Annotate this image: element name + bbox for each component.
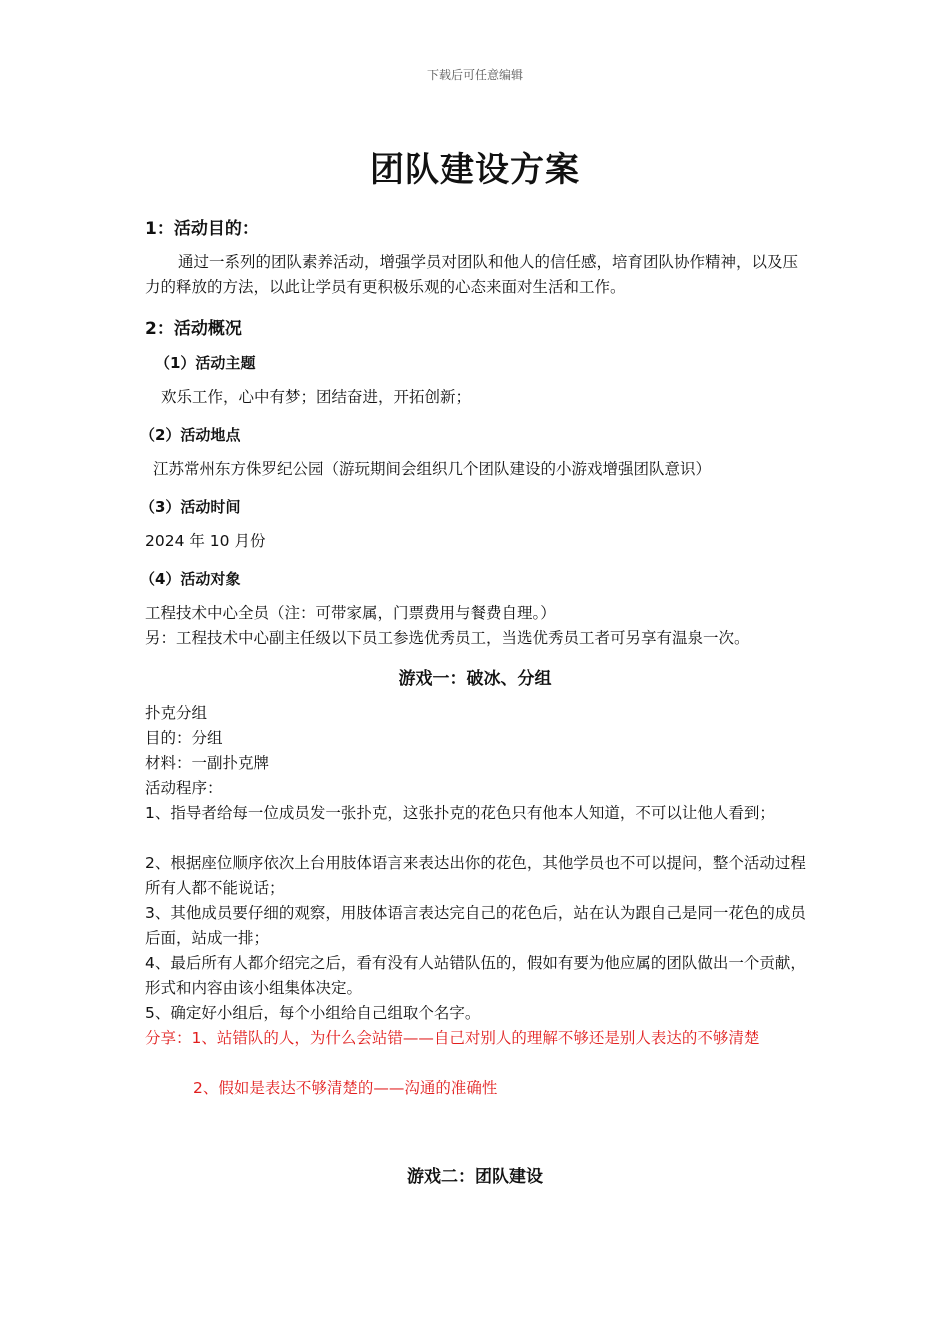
subheading-place: （2）活动地点 bbox=[140, 426, 241, 444]
game1-step: 2、根据座位顺序依次上台用肢体语言来表达出你的花色，其他学员也不可以提问，整个活动过程所有人都不能说话； bbox=[145, 854, 806, 897]
subheading-target: （4）活动对象 bbox=[140, 570, 241, 588]
page-title: 团队建设方案 bbox=[370, 150, 580, 190]
target-text-2: 另：工程技术中心副主任级以下员工参选优秀员工，当选优秀员工者可另享有温泉一次。 bbox=[145, 629, 750, 647]
game1-name: 扑克分组 bbox=[145, 704, 208, 722]
game1-goal: 目的：分组 bbox=[145, 729, 223, 747]
section-heading-purpose: 1：活动目的： bbox=[145, 219, 259, 239]
time-text: 2024 年 10 月份 bbox=[145, 532, 266, 550]
game1-share-2: 2、假如是表达不够清楚的——沟通的准确性 bbox=[193, 1079, 498, 1097]
game1-step: 4、最后所有人都介绍完之后，看有没有人站错队伍的，假如有要为他应属的团队做出一个贡献，形式和内容由该小组集体决定。 bbox=[145, 954, 806, 997]
page-header: 下载后可任意编辑 bbox=[426, 68, 523, 82]
section-heading-overview: 2：活动概况 bbox=[145, 319, 242, 339]
game1-step: 3、其他成员要仔细的观察，用肢体语言表达完自己的花色后，站在认为跟自己是同一花色的成员后面，站成一排； bbox=[145, 904, 806, 947]
game1-procedure-label: 活动程序： bbox=[145, 779, 223, 797]
game1-title: 游戏一：破冰、分组 bbox=[398, 669, 552, 689]
game1-material: 材料：一副扑克牌 bbox=[145, 754, 270, 772]
subheading-time: （3）活动时间 bbox=[140, 498, 241, 516]
game1-step: 5、确定好小组后，每个小组给自己组取个名字。 bbox=[145, 1004, 481, 1022]
place-text: 江苏常州东方侏罗纪公园（游玩期间会组织几个团队建设的小游戏增强团队意识） bbox=[153, 460, 712, 478]
game1-step: 1、指导者给每一位成员发一张扑克，这张扑克的花色只有他本人知道，不可以让他人看到； bbox=[145, 804, 775, 822]
purpose-paragraph: 通过一系列的团队素养活动，增强学员对团队和他人的信任感，培育团队协作精神，以及压力的释放的方法，以此让学员有更积极乐观的心态来面对生活和工作。 bbox=[145, 253, 799, 296]
theme-text: 欢乐工作，心中有梦；团结奋进，开拓创新； bbox=[161, 388, 472, 406]
game1-share-1: 分享：1、站错队的人，为什么会站错——自己对别人的理解不够还是别人表达的不够清楚 bbox=[145, 1029, 760, 1047]
target-text-1: 工程技术中心全员（注：可带家属，门票费用与餐费自理。） bbox=[145, 604, 556, 622]
subheading-theme: （1）活动主题 bbox=[155, 354, 256, 372]
game2-title: 游戏二：团队建设 bbox=[407, 1167, 543, 1187]
